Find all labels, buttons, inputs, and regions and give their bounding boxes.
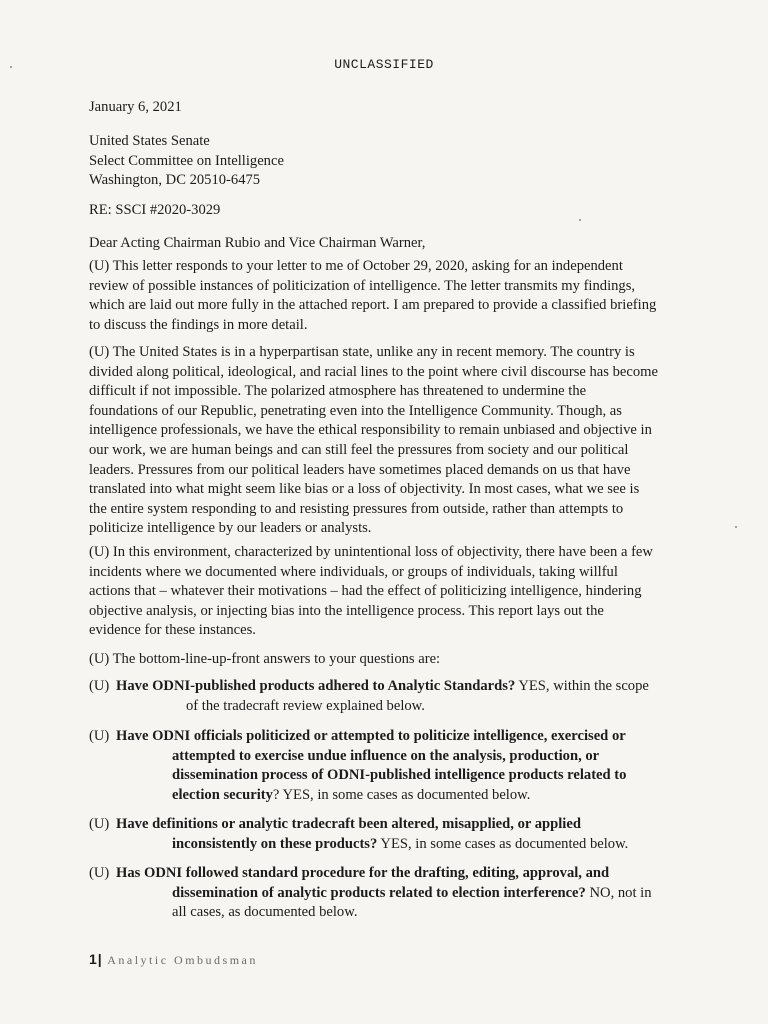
answer-text: YES, within the scope [515, 678, 649, 694]
scan-speck [735, 526, 737, 528]
question-text: Have definitions or analytic tradecraft been altered, misapplied, or applied [116, 816, 581, 832]
text-line: evidence for these instances. [89, 622, 256, 639]
letter-date: January 6, 2021 [89, 99, 182, 115]
paragraph-1 [89, 257, 709, 335]
question-text: attempted to exercise undue influence on the analysis, production, or [172, 747, 600, 764]
question-text: Has ODNI followed standard procedure for the drafting, editing, approval, and [116, 865, 610, 881]
question-marker: (U) [89, 816, 110, 832]
recipient-address [89, 132, 709, 191]
question-3 [89, 815, 628, 854]
text-line: to discuss the findings in more detail. [89, 316, 308, 333]
paragraph-3 [89, 543, 709, 641]
question-marker: (U) [89, 678, 110, 694]
page-footer [89, 951, 258, 969]
scan-speck [10, 66, 12, 68]
question-4 [89, 864, 652, 923]
text-line: foundations of our Republic, penetrating even into the Intelligence Community. Though, as [89, 402, 622, 419]
question-marker: (U) [89, 865, 110, 881]
question-text: Have ODNI-published products adhered to Analytic Standards? [116, 678, 516, 694]
text-line: intelligence professionals, we have the ethical responsibility to remain unbiased and objective in [89, 422, 652, 439]
text-line: objective analysis, or injecting bias into the intelligence process. This report lays out the [89, 602, 604, 619]
text-line: which are laid out more fully in the attached report. I am prepared to provide a classified briefing [89, 297, 657, 314]
bluf-intro: (U) The bottom-line-up-front answers to your questions are: [89, 651, 441, 667]
text-line: translated into what might seem like bias or a loss of objectivity. In most cases, what we see is [89, 481, 640, 498]
reference-line: RE: SSCI #2020-3029 [89, 202, 221, 218]
question-text: Have ODNI officials politicized or attempted to politicize intelligence, exercised or [116, 728, 626, 744]
recipient-line: Select Committee on Intelligence [89, 152, 284, 169]
footer-office: Analytic Ombudsman [107, 953, 258, 967]
recipient-line: United States Senate [89, 133, 210, 149]
question-1 [89, 677, 649, 716]
question-text: election security [172, 786, 273, 803]
answer-text: of the tradecraft review explained below. [186, 697, 425, 714]
text-line: (U) The United States is in a hyperpartisan state, unlike any in recent memory. The country is [89, 344, 635, 360]
footer-separator: | [97, 951, 103, 967]
scan-speck [579, 219, 581, 221]
text-line: leaders. Pressures from our political leaders have sometimes placed demands on us that have [89, 461, 631, 478]
text-line: politicize intelligence by our leaders or analysts. [89, 520, 372, 537]
salutation: Dear Acting Chairman Rubio and Vice Chairman Warner, [89, 235, 426, 251]
question-text: dissemination process of ODNI-published intelligence products related to [172, 767, 627, 784]
paragraph-2 [89, 343, 709, 539]
question-marker: (U) [89, 728, 110, 744]
question-text: dissemination of analytic products related to election interference? [172, 884, 586, 901]
answer-text: NO, not in [585, 884, 652, 901]
answer-text: ? YES, in some cases as documented below. [272, 786, 531, 803]
text-line: actions that – whatever their motivations – had the effect of politicizing intelligence, hindering [89, 583, 642, 600]
question-text: inconsistently on these products? [172, 835, 378, 852]
text-line: our work, we are human beings and can still feel the pressures from society and our political [89, 441, 629, 458]
answer-text: YES, in some cases as documented below. [377, 835, 629, 852]
text-line: (U) In this environment, characterized by unintentional loss of objectivity, there have been a few [89, 544, 653, 560]
text-line: review of possible instances of politicization of intelligence. The letter transmits my findings, [89, 277, 636, 294]
text-line: divided along political, ideological, and racial lines to the point where civil discourse has become [89, 363, 658, 380]
page-number: 1 [89, 951, 98, 967]
text-line: the entire system responding to and resisting pressures from outside, rather than attempts to [89, 500, 624, 517]
recipient-line: Washington, DC 20510-6475 [89, 172, 261, 189]
text-line: difficult if not impossible. The polarized atmosphere has threatened to undermine the [89, 383, 587, 400]
classification-marking: UNCLASSIFIED [334, 57, 434, 72]
answer-text: all cases, as documented below. [172, 904, 358, 921]
question-2 [89, 727, 626, 805]
text-line: (U) This letter responds to your letter to me of October 29, 2020, asking for an independent [89, 258, 623, 274]
text-line: incidents where we documented where individuals, or groups of individuals, taking willful [89, 563, 618, 580]
